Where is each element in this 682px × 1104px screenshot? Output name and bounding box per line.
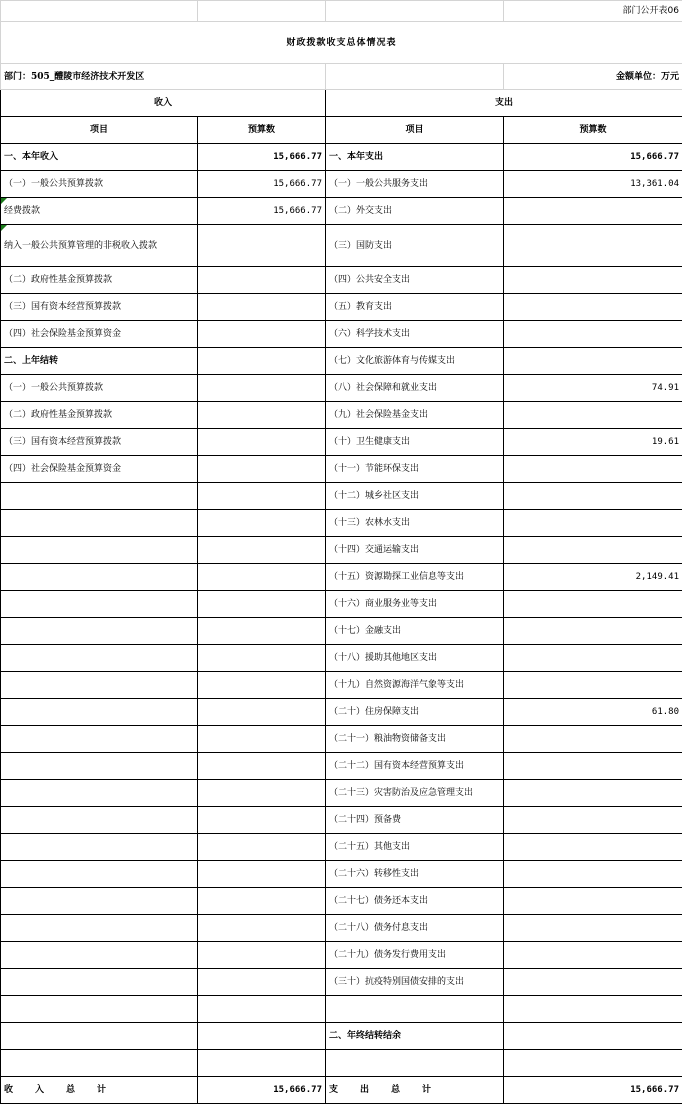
blank-cell[interactable] xyxy=(1,1,198,22)
income-amount-cell[interactable] xyxy=(198,915,326,942)
expense-item-cell[interactable]: （十七）金融支出 xyxy=(326,618,504,645)
table-row xyxy=(1,780,682,807)
income-amount-cell[interactable] xyxy=(198,834,326,861)
income-item-cell[interactable] xyxy=(1,510,198,537)
table-row xyxy=(1,456,682,483)
expense-budget-header[interactable]: 预算数 xyxy=(504,117,682,144)
expense-item-cell[interactable]: （十四）交通运输支出 xyxy=(326,537,504,564)
expense-amount-cell[interactable] xyxy=(504,537,682,564)
income-amount-cell[interactable] xyxy=(198,225,326,267)
table-row xyxy=(1,564,682,591)
expense-amount-cell[interactable]: 2,149.41 xyxy=(504,564,682,591)
table-row xyxy=(1,618,682,645)
income-amount-cell[interactable] xyxy=(198,969,326,996)
income-amount-cell[interactable] xyxy=(198,807,326,834)
expense-amount-cell[interactable] xyxy=(504,942,682,969)
expense-amount-cell[interactable] xyxy=(504,726,682,753)
blank-cell[interactable] xyxy=(326,1,504,22)
table-row xyxy=(1,225,682,267)
expense-amount-cell[interactable] xyxy=(504,267,682,294)
income-item-header[interactable]: 项目 xyxy=(1,117,198,144)
table-row xyxy=(1,888,682,915)
income-item-cell[interactable]: 经费拨款 xyxy=(1,198,198,225)
expense-item-cell[interactable]: （十六）商业服务业等支出 xyxy=(326,591,504,618)
income-item-cell[interactable] xyxy=(1,807,198,834)
table-row xyxy=(1,294,682,321)
income-amount-cell[interactable] xyxy=(198,537,326,564)
table-row xyxy=(1,375,682,402)
expense-amount-cell[interactable] xyxy=(504,591,682,618)
expense-item-cell[interactable]: （二）外交支出 xyxy=(326,198,504,225)
income-item-cell[interactable]: （四）社会保险基金预算资金 xyxy=(1,321,198,348)
income-item-cell[interactable]: （二）政府性基金预算拨款 xyxy=(1,402,198,429)
expense-amount-cell[interactable] xyxy=(504,888,682,915)
income-amount-cell[interactable] xyxy=(198,780,326,807)
expense-item-cell[interactable]: （二十四）预备费 xyxy=(326,807,504,834)
table-row xyxy=(1,861,682,888)
table-row xyxy=(1,171,682,198)
income-item-cell[interactable] xyxy=(1,1050,198,1077)
expense-total-label[interactable]: 支出总计 xyxy=(326,1077,504,1104)
expense-item-cell[interactable]: 一、本年支出 xyxy=(326,144,504,171)
income-item-cell[interactable] xyxy=(1,483,198,510)
income-amount-cell[interactable] xyxy=(198,861,326,888)
income-item-cell[interactable] xyxy=(1,861,198,888)
income-item-cell[interactable] xyxy=(1,753,198,780)
table-row xyxy=(1,672,682,699)
income-amount-cell[interactable] xyxy=(198,564,326,591)
expense-item-cell[interactable]: （六）科学技术支出 xyxy=(326,321,504,348)
expense-item-cell[interactable]: （二十三）灾害防治及应急管理支出 xyxy=(326,780,504,807)
expense-item-cell[interactable]: （八）社会保障和就业支出 xyxy=(326,375,504,402)
department-label[interactable]: 部门：505_醴陵市经济技术开发区 xyxy=(1,64,326,90)
table-row xyxy=(1,942,682,969)
expense-amount-cell[interactable]: 19.61 xyxy=(504,429,682,456)
table-row xyxy=(1,996,682,1023)
income-amount-cell[interactable] xyxy=(198,267,326,294)
expense-item-cell[interactable]: （十三）农林水支出 xyxy=(326,510,504,537)
income-amount-cell[interactable] xyxy=(198,1050,326,1077)
income-amount-cell[interactable] xyxy=(198,402,326,429)
income-amount-cell[interactable] xyxy=(198,456,326,483)
income-amount-cell[interactable] xyxy=(198,483,326,510)
expense-amount-cell[interactable] xyxy=(504,861,682,888)
expense-amount-cell[interactable] xyxy=(504,294,682,321)
income-item-cell[interactable]: （二）政府性基金预算拨款 xyxy=(1,267,198,294)
expense-amount-cell[interactable]: 61.80 xyxy=(504,699,682,726)
expense-item-cell[interactable]: （二十）住房保障支出 xyxy=(326,699,504,726)
income-item-cell[interactable]: （三）国有资本经营预算拨款 xyxy=(1,429,198,456)
table-row xyxy=(1,753,682,780)
expense-item-cell[interactable]: （二十八）债务付息支出 xyxy=(326,915,504,942)
income-amount-cell[interactable] xyxy=(198,591,326,618)
expense-item-cell[interactable] xyxy=(326,1050,504,1077)
expense-item-cell[interactable]: （十五）资源勘探工业信息等支出 xyxy=(326,564,504,591)
expense-amount-cell[interactable] xyxy=(504,753,682,780)
table-row xyxy=(1,483,682,510)
income-item-cell[interactable]: 二、上年结转 xyxy=(1,348,198,375)
expense-item-cell[interactable]: （十八）援助其他地区支出 xyxy=(326,645,504,672)
income-amount-cell[interactable] xyxy=(198,699,326,726)
expense-amount-cell[interactable]: 13,361.04 xyxy=(504,171,682,198)
income-item-cell[interactable] xyxy=(1,969,198,996)
expense-amount-cell[interactable] xyxy=(504,1050,682,1077)
expense-item-cell[interactable]: （七）文化旅游体育与传媒支出 xyxy=(326,348,504,375)
income-amount-cell[interactable] xyxy=(198,888,326,915)
income-total-label[interactable]: 收入总计 xyxy=(1,1077,198,1104)
income-amount-cell[interactable] xyxy=(198,348,326,375)
expense-amount-cell[interactable] xyxy=(504,672,682,699)
income-item-cell[interactable] xyxy=(1,942,198,969)
income-total-amount[interactable]: 15,666.77 xyxy=(198,1077,326,1104)
sheet-tag[interactable]: 部门公开表06 xyxy=(504,1,682,22)
income-amount-cell[interactable] xyxy=(198,510,326,537)
income-item-cell[interactable] xyxy=(1,888,198,915)
table-row xyxy=(1,144,682,171)
expense-item-cell[interactable]: （一）一般公共服务支出 xyxy=(326,171,504,198)
expense-amount-cell[interactable] xyxy=(504,402,682,429)
expense-amount-cell[interactable] xyxy=(504,483,682,510)
income-item-cell[interactable] xyxy=(1,915,198,942)
expense-item-cell[interactable]: （二十五）其他支出 xyxy=(326,834,504,861)
expense-amount-cell[interactable] xyxy=(504,510,682,537)
expense-item-cell[interactable]: （二十二）国有资本经营预算支出 xyxy=(326,753,504,780)
table-row xyxy=(1,969,682,996)
expense-amount-cell[interactable] xyxy=(504,1023,682,1050)
unit-label[interactable]: 金额单位：万元 xyxy=(504,64,682,90)
table-row xyxy=(1,537,682,564)
expense-item-cell[interactable]: （十九）自然资源海洋气象等支出 xyxy=(326,672,504,699)
expense-amount-cell[interactable]: 74.91 xyxy=(504,375,682,402)
income-amount-cell[interactable] xyxy=(198,429,326,456)
income-item-cell[interactable] xyxy=(1,618,198,645)
table-row xyxy=(1,402,682,429)
income-item-cell[interactable] xyxy=(1,834,198,861)
expense-amount-cell[interactable] xyxy=(504,456,682,483)
expense-amount-cell[interactable] xyxy=(504,969,682,996)
income-amount-cell[interactable] xyxy=(198,726,326,753)
table-row xyxy=(1,591,682,618)
expense-total-amount[interactable]: 15,666.77 xyxy=(504,1077,682,1104)
table-row xyxy=(1,198,682,225)
expense-amount-cell[interactable] xyxy=(504,198,682,225)
blank-cell[interactable] xyxy=(198,1,326,22)
income-item-cell[interactable] xyxy=(1,672,198,699)
expense-item-header[interactable]: 项目 xyxy=(326,117,504,144)
expense-item-cell[interactable]: （十二）城乡社区支出 xyxy=(326,483,504,510)
expense-amount-cell[interactable] xyxy=(504,645,682,672)
expense-amount-cell[interactable] xyxy=(504,618,682,645)
table-row xyxy=(1,429,682,456)
income-item-cell[interactable] xyxy=(1,1023,198,1050)
income-amount-cell[interactable] xyxy=(198,672,326,699)
income-header[interactable]: 收入 xyxy=(1,90,326,117)
income-amount-cell[interactable] xyxy=(198,375,326,402)
expense-item-cell[interactable]: （三十）抗疫特别国债安排的支出 xyxy=(326,969,504,996)
income-amount-cell[interactable] xyxy=(198,618,326,645)
income-item-cell[interactable] xyxy=(1,780,198,807)
expense-amount-cell[interactable] xyxy=(504,321,682,348)
table-row xyxy=(1,915,682,942)
expense-amount-cell[interactable] xyxy=(504,996,682,1023)
expense-item-cell[interactable]: （五）教育支出 xyxy=(326,294,504,321)
table-row xyxy=(1,510,682,537)
table-row xyxy=(1,348,682,375)
table-row xyxy=(1,1050,682,1077)
income-amount-cell[interactable] xyxy=(198,294,326,321)
expense-amount-cell[interactable] xyxy=(504,348,682,375)
income-amount-cell[interactable] xyxy=(198,645,326,672)
blank-cell[interactable] xyxy=(326,64,504,90)
expense-item-cell[interactable]: （九）社会保险基金支出 xyxy=(326,402,504,429)
table-row xyxy=(1,807,682,834)
income-amount-cell[interactable] xyxy=(198,1023,326,1050)
income-item-cell[interactable] xyxy=(1,726,198,753)
expense-amount-cell[interactable] xyxy=(504,807,682,834)
income-item-cell[interactable]: （一）一般公共预算拨款 xyxy=(1,375,198,402)
expense-item-cell[interactable]: 二、年终结转结余 xyxy=(326,1023,504,1050)
table-row xyxy=(1,1023,682,1050)
expense-item-cell[interactable]: （十一）节能环保支出 xyxy=(326,456,504,483)
income-amount-cell[interactable]: 15,666.77 xyxy=(198,144,326,171)
income-budget-header[interactable]: 预算数 xyxy=(198,117,326,144)
income-item-cell[interactable] xyxy=(1,645,198,672)
income-item-cell[interactable]: （四）社会保险基金预算资金 xyxy=(1,456,198,483)
income-item-cell[interactable]: 一、本年收入 xyxy=(1,144,198,171)
table-row xyxy=(1,726,682,753)
expense-item-cell[interactable]: （二十六）转移性支出 xyxy=(326,861,504,888)
income-item-cell[interactable] xyxy=(1,699,198,726)
expense-amount-cell[interactable] xyxy=(504,834,682,861)
expense-item-cell[interactable]: （四）公共安全支出 xyxy=(326,267,504,294)
expense-amount-cell[interactable] xyxy=(504,780,682,807)
totals-row xyxy=(1,1077,682,1104)
expense-item-cell[interactable]: （二十九）债务发行费用支出 xyxy=(326,942,504,969)
expense-amount-cell[interactable]: 15,666.77 xyxy=(504,144,682,171)
income-amount-cell[interactable] xyxy=(198,942,326,969)
expense-header[interactable]: 支出 xyxy=(326,90,682,117)
expense-item-cell[interactable]: （十）卫生健康支出 xyxy=(326,429,504,456)
income-item-cell[interactable] xyxy=(1,537,198,564)
expense-item-cell[interactable]: （二十一）粮油物资储备支出 xyxy=(326,726,504,753)
income-item-cell[interactable] xyxy=(1,564,198,591)
income-item-cell[interactable]: （三）国有资本经营预算拨款 xyxy=(1,294,198,321)
page-title[interactable]: 财政拨款收支总体情况表 xyxy=(1,22,682,64)
income-amount-cell[interactable] xyxy=(198,753,326,780)
expense-amount-cell[interactable] xyxy=(504,915,682,942)
table-row xyxy=(1,834,682,861)
table-row xyxy=(1,267,682,294)
income-amount-cell[interactable] xyxy=(198,996,326,1023)
expense-item-cell[interactable] xyxy=(326,996,504,1023)
income-item-cell[interactable]: 纳入一般公共预算管理的非税收入拨款 xyxy=(1,225,198,267)
expense-item-cell[interactable]: （三）国防支出 xyxy=(326,225,504,267)
table-row xyxy=(1,645,682,672)
expense-item-cell[interactable]: （二十七）债务还本支出 xyxy=(326,888,504,915)
table-row xyxy=(1,321,682,348)
income-item-cell[interactable]: （一）一般公共预算拨款 xyxy=(1,171,198,198)
income-amount-cell[interactable] xyxy=(198,321,326,348)
income-amount-cell[interactable]: 15,666.77 xyxy=(198,171,326,198)
expense-amount-cell[interactable] xyxy=(504,225,682,267)
income-item-cell[interactable] xyxy=(1,591,198,618)
income-amount-cell[interactable]: 15,666.77 xyxy=(198,198,326,225)
income-item-cell[interactable] xyxy=(1,996,198,1023)
table-row xyxy=(1,699,682,726)
